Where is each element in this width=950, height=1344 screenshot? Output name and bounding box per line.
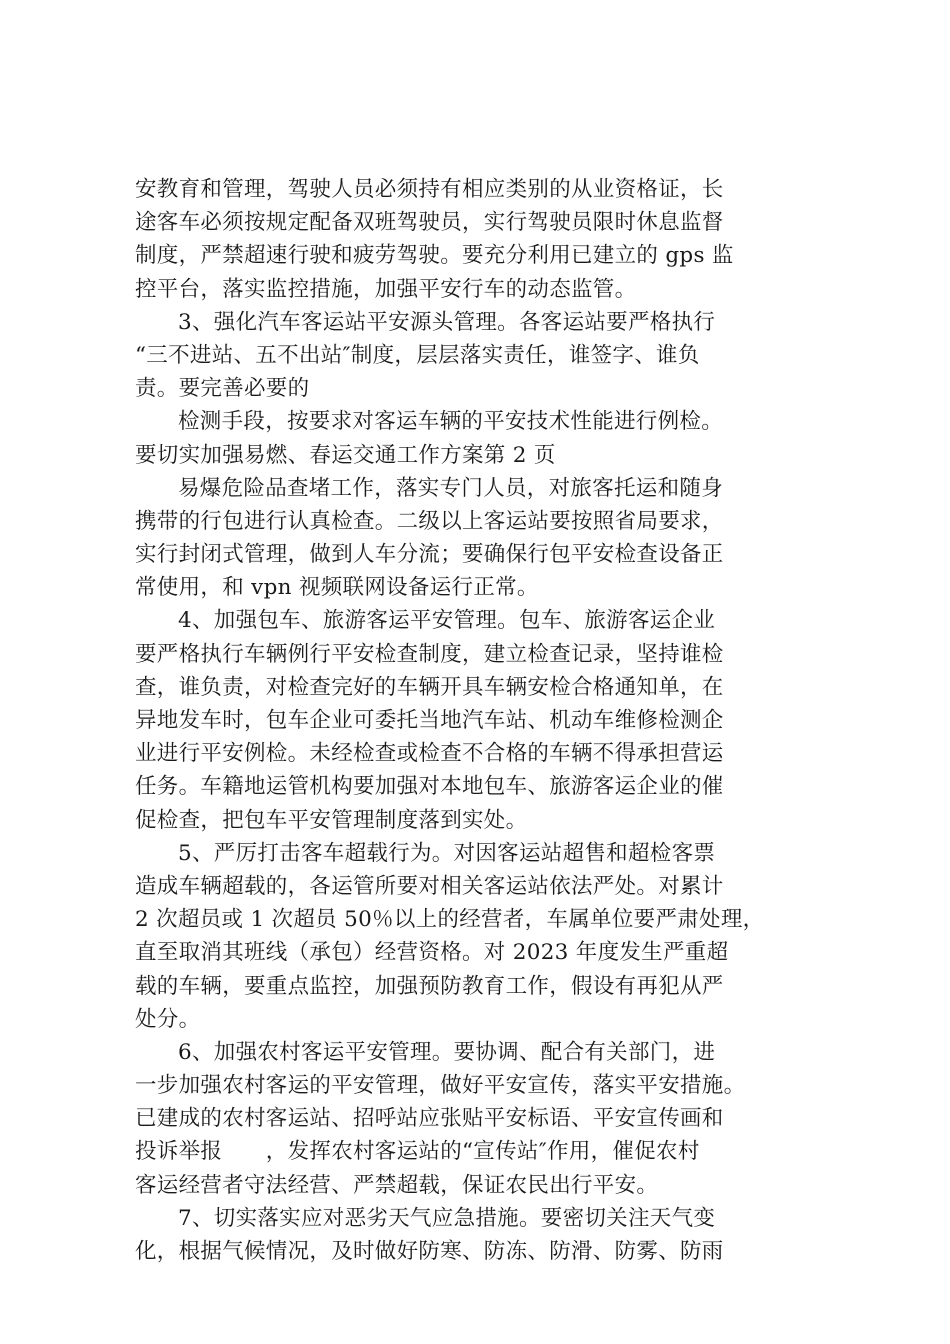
- text-line: 7、切实落实应对恶劣天气应急措施。要密切关注天气变: [178, 1205, 716, 1231]
- text-line: 5、严厉打击客车超载行为。对因客运站超售和超检客票: [178, 840, 716, 866]
- text-line: 促检查，把包车平安管理制度落到实处。: [135, 807, 528, 833]
- text-line: 业进行平安例检。未经检查或检查不合格的车辆不得承担营运: [135, 741, 724, 767]
- text-line: 已建成的农村客运站、招呼站应张贴平安标语、平安宣传画和: [135, 1106, 724, 1132]
- text-line: 责。要完善必要的: [135, 376, 310, 402]
- text-line: 易爆危险品查堵工作，落实专门人员，对旅客托运和随身: [178, 475, 724, 501]
- text-line: 载的车辆，要重点监控，加强预防教育工作，假设有再犯从严: [135, 973, 724, 999]
- text-line: 控平台，落实监控措施，加强平安行车的动态监管。: [135, 276, 637, 302]
- text-line: 6、加强农村客运平安管理。要协调、配合有关部门，进: [178, 1039, 716, 1065]
- text-line: 常使用，和 vpn 视频联网设备运行正常。: [135, 575, 539, 601]
- document-body: [135, 173, 835, 1268]
- text-line: “三不进站、五不出站″制度，层层落实责任，谁签字、谁负: [135, 342, 700, 368]
- text-line: 制度，严禁超速行驶和疲劳驾驶。要充分利用已建立的 gps 监: [135, 243, 734, 269]
- text-line: 要严格执行车辆例行平安检查制度，建立检查记录，坚持谁检: [135, 641, 724, 667]
- text-line: 携带的行包进行认真检查。二级以上客运站要按照省局要求，: [135, 508, 724, 534]
- text-line: 造成车辆超载的，各运管所要对相关客运站依法严处。对累计: [135, 873, 724, 899]
- text-line: 任务。车籍地运管机构要加强对本地包车、旅游客运企业的催: [135, 774, 724, 800]
- text-line: 查，谁负责，对检查完好的车辆开具车辆安检合格通知单，在: [135, 674, 724, 700]
- text-line: 异地发车时，包车企业可委托当地汽车站、机动车维修检测企: [135, 708, 724, 733]
- text-line: 安教育和管理，驾驶人员必须持有相应类别的从业资格证，长: [135, 177, 724, 202]
- text-line: 投诉举报 ，发挥农村客运站的“宣传站″作用，催促农村: [135, 1139, 700, 1165]
- text-line: 实行封闭式管理，做到人车分流；要确保行包平安检查设备正: [135, 542, 724, 568]
- text-line: 处分。: [135, 1006, 201, 1032]
- text-line: 化，根据气候情况，及时做好防寒、防冻、防滑、防雾、防雨: [135, 1239, 724, 1264]
- text-line: 检测手段，按要求对客运车辆的平安技术性能进行例检。: [178, 409, 724, 435]
- text-line: 要切实加强易燃、春运交通工作方案第 2 页: [135, 442, 556, 468]
- text-line: 直至取消其班线（承包）经营资格。对 2023 年度发生严重超: [135, 940, 729, 966]
- text-line: 4、加强包车、旅游客运平安管理。包车、旅游客运企业: [178, 608, 716, 634]
- text-line: 2 次超员或 1 次超员 50％以上的经营者，车属单位要严肃处理，: [135, 907, 765, 933]
- text-line: 客运经营者守法经营、严禁超载，保证农民出行平安。: [135, 1172, 659, 1198]
- text-line: 途客车必须按规定配备双班驾驶员，实行驾驶员限时休息监督: [135, 210, 724, 236]
- text-line: 3、强化汽车客运站平安源头管理。各客运站要严格执行: [178, 309, 716, 335]
- text-line: 一步加强农村客运的平安管理，做好平安宣传，落实平安措施。: [135, 1073, 746, 1099]
